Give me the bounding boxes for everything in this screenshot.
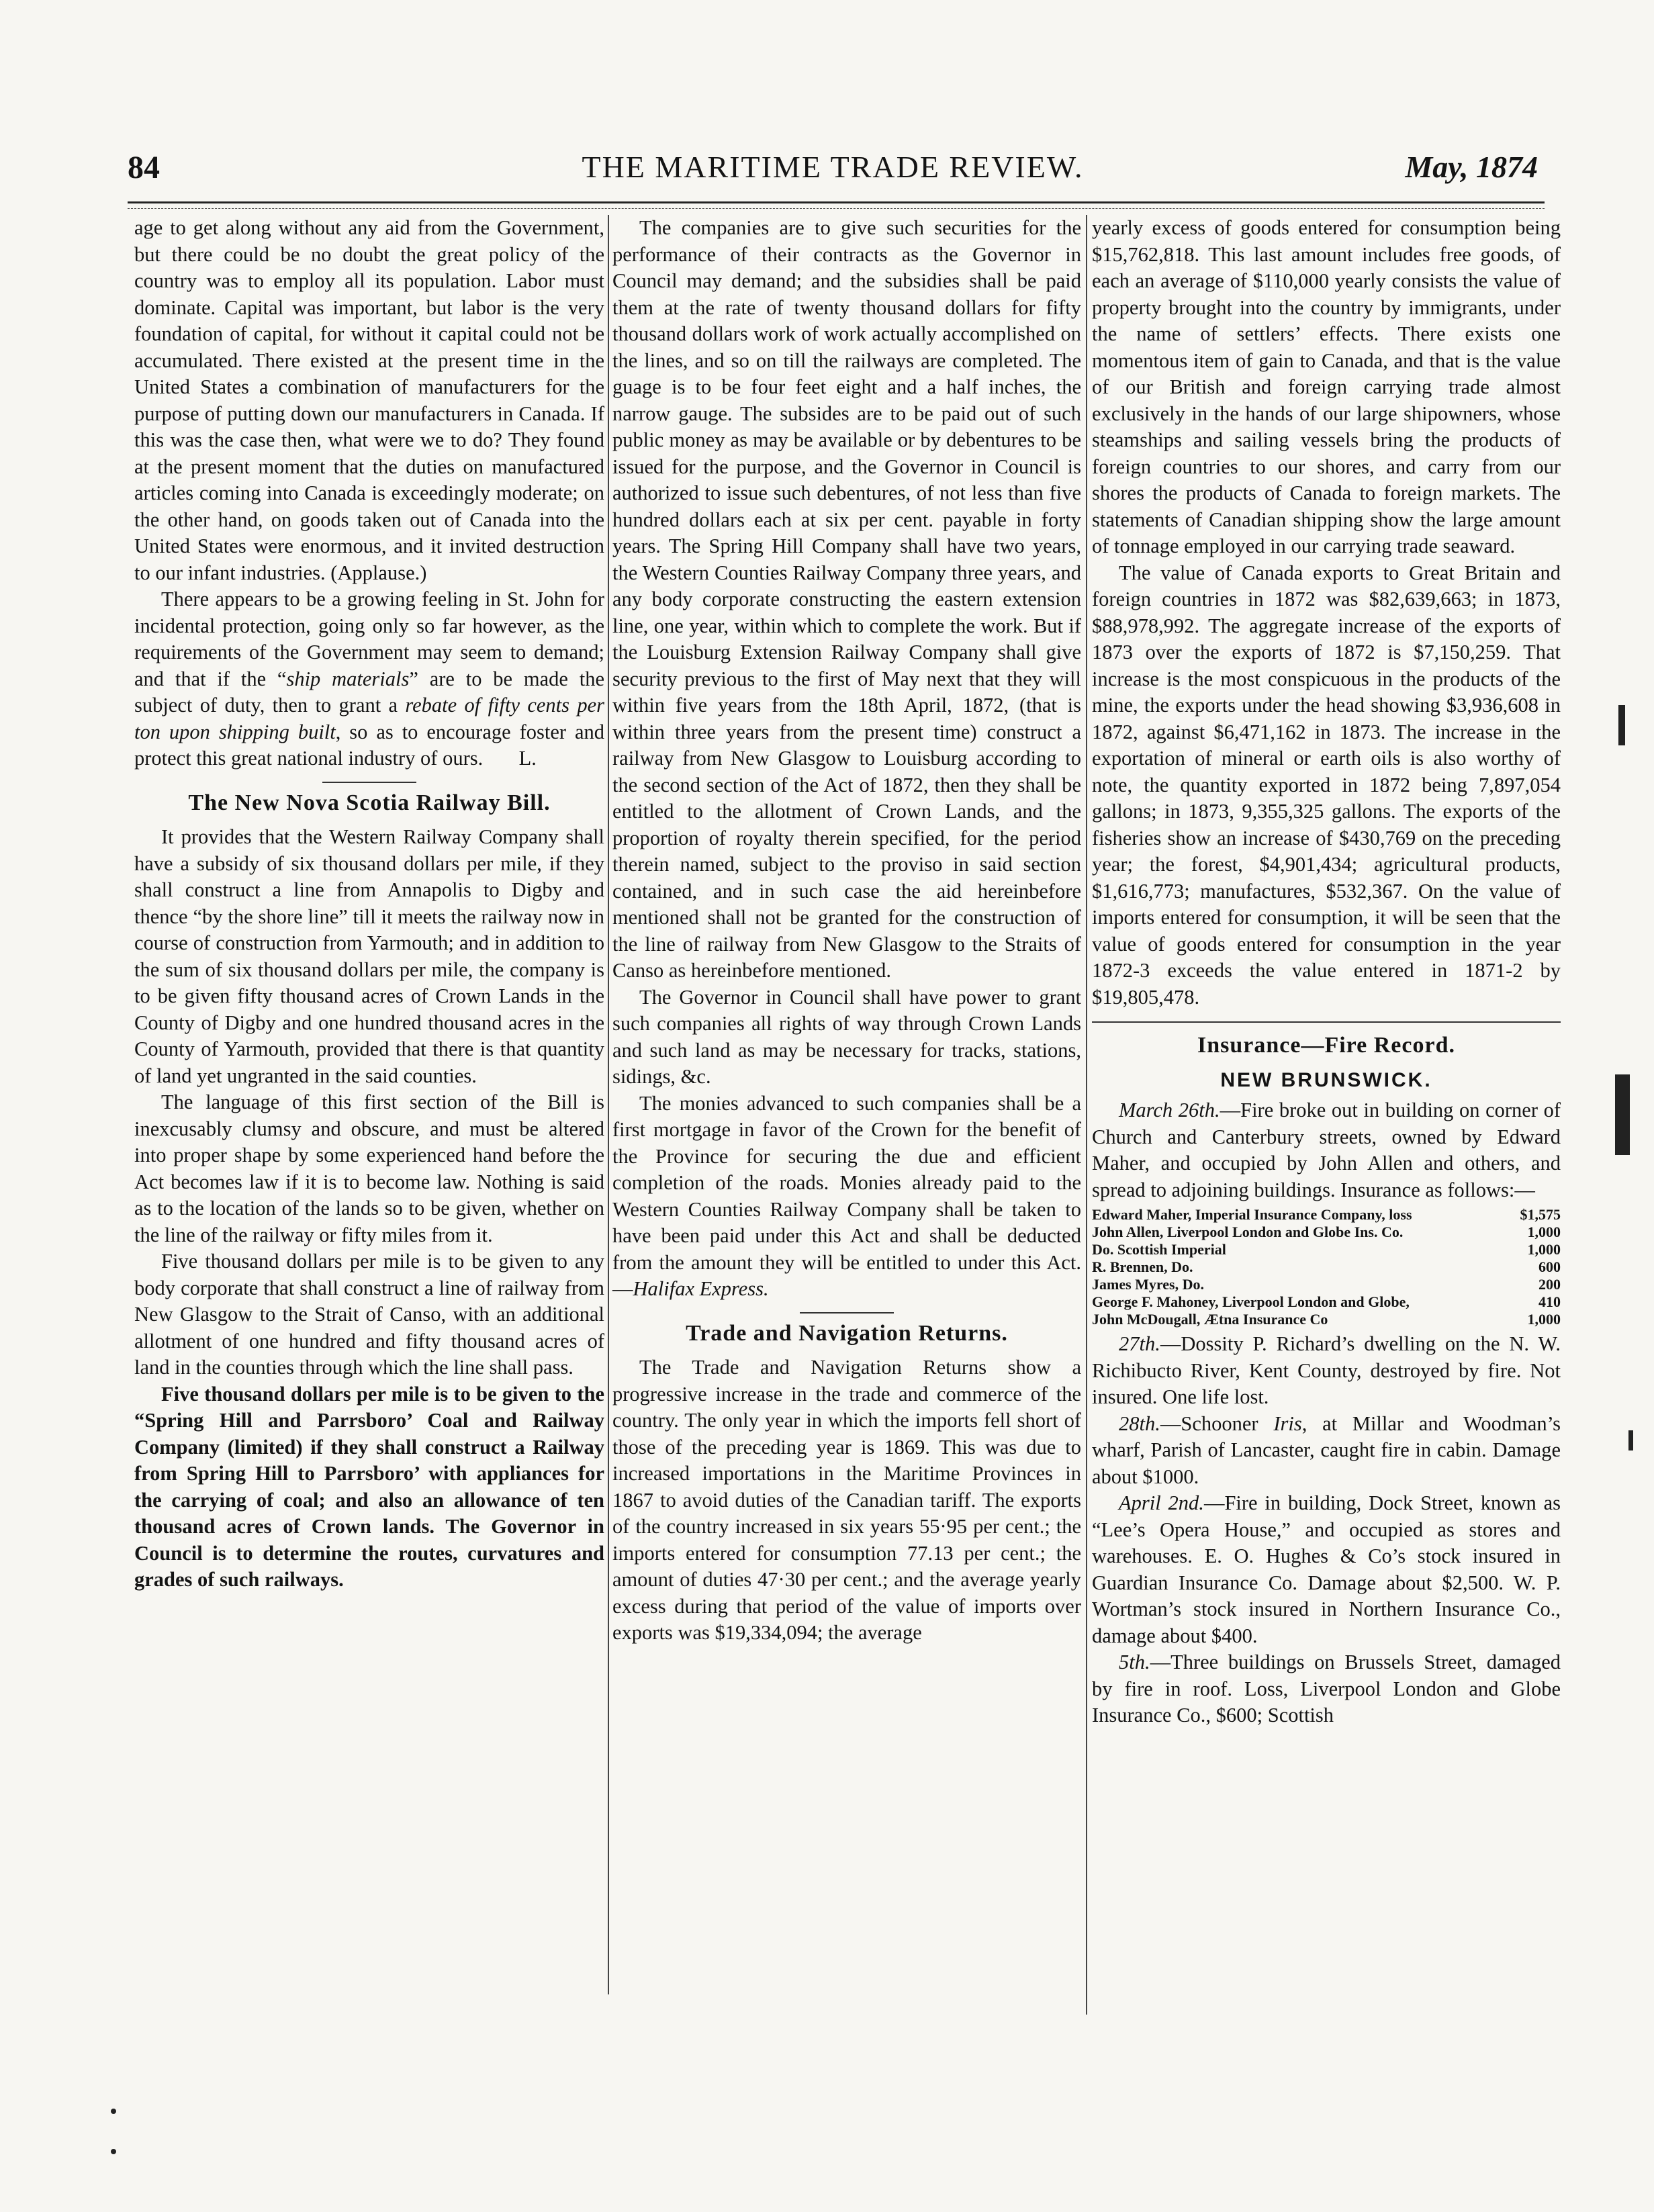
column-2 [612, 215, 1081, 1647]
article-heading: The New Nova Scotia Railway Bill. [188, 790, 551, 815]
entry-date: April 2nd. [1119, 1491, 1204, 1514]
paragraph [612, 1091, 1081, 1303]
publication-title: THE MARITIME TRADE REVIEW. [582, 150, 1084, 184]
insurance-amount: 1,000 [1527, 1311, 1561, 1328]
entry-text: —Three buildings on Brussels Street, damaged by fire in roof. Loss, Liverpool London and Globe Insurance Co., $600; Scottish [1092, 1651, 1561, 1726]
insurance-amount: 200 [1538, 1276, 1561, 1293]
insurance-amount: 1,000 [1527, 1224, 1561, 1240]
article-continuation: yearly excess of goods entered for consumption being $15,762,818. This last amount includes free goods, of each an average of $110,000 yearly consists the value of property brought into the country by immigrants, under the name of settlers’ effects. There exists one momentous item of gain to Canada, and that is the value of our British and foreign carrying trade almost exclusively in the hands of our large shipowners, whose steamships and sailing vessels bring the products of foreign countries to our shores, and carry from our shores the products of Canada to foreign markets. The statements of Canadian shipping show the large amount of tonnage employed in our carrying trade seaward. [1092, 216, 1561, 557]
insurance-amount: 410 [1538, 1293, 1561, 1310]
insurance-amount: 1,000 [1527, 1241, 1561, 1258]
scan-mark [111, 2109, 116, 2114]
entry-date: 27th. [1119, 1332, 1160, 1355]
insurance-row [1092, 1206, 1561, 1224]
entry-date: 5th. [1119, 1651, 1150, 1673]
insurance-row [1092, 1311, 1561, 1328]
italic-span: ship materials [286, 667, 410, 690]
scan-mark [1628, 1430, 1633, 1450]
insurance-row [1092, 1258, 1561, 1276]
paragraph: The companies are to give such securities for the performance of their contracts as the Governor in Council may demand; and the subsidies shall be paid them at the rate of twenty thousand dollars for fifty thousand dollars work of work actually accomplished on the lines, and so on till the railways are completed. The guage is to be four feet eight and a half inches, the narrow gauge. The subsides are to be paid out of such public money as may be available or by debentures to be issued for the purpose, and the Governor in Council is authorized to issue such debentures, of not less than five hundred dollars each at six per cent. payable in forty years. The Spring Hill Company shall have two years, the Western Counties Railway Company three years, and any body corporate constructing the eastern extension line, one year, within which to complete the work. But if the Louisburg Extension Railway Company shall give security previous to the first of May next that they will within five years from the 18th April, 1872, (that is within three years from the present time) construct a railway from New Glasgow to Louisburg according to the second section of the Act of 1872, then they shall be entitled to the allotment of Crown Lands, and the proportion of royalty therein specified, for the period therein named, subject to the proviso in said section contained, and in such case the aid hereinbefore mentioned shall not be granted for the construction of the line of railway from New Glasgow to the Straits of Canso as hereinbefore mentioned. [612, 216, 1081, 982]
entry-text: —Fire broke out in building on corner of Church and Canterbury streets, owned by Edward Maher, and occupied by John Allen and others, and spread to adjoining buildings. Insurance as follows:— [1092, 1099, 1561, 1201]
insurance-row [1092, 1241, 1561, 1258]
fire-record-entry [1092, 1490, 1561, 1649]
fire-record-entry [1092, 1331, 1561, 1411]
scan-mark [111, 2149, 116, 2154]
entry-date: March 26th. [1119, 1099, 1220, 1121]
paragraph: It provides that the Western Railway Company shall have a subsidy of six thousand dollars per mile, if they shall construct a line from Annapolis to Digby and thence “by the shore line” till it meets the railway now in course of construction from Yarmouth; and in addition to the sum of six thousand dollars per mile, the company is to be given fifty thousand acres of Crown Lands in the County of Digby and one hundred thousand acres in the County of Yarmouth, provided that there is that quantity of land yet ungranted in the said counties. [134, 825, 604, 1087]
text-span: , so as to encourage foster and protect this great national industry of ours. [134, 720, 604, 770]
scan-mark [1615, 1074, 1630, 1155]
article-continuation: age to get along without any aid from the Government, but there could be no doubt the great policy of the country was to employ all its population. Labor must dominate. Capital was important, but labor is the very foundation of capital, for without it capital could not be accumulated. There existed at the present time in the United States a combination of manufacturers for the purpose of putting down our manufacturers in Canada. If this was the case then, what were we to do? They found at the present moment that the duties on manufactured articles coming into Canada is exceedingly moderate; on the other hand, on goods taken out of Canada into the United States were enormous, and it invited destruction to our infant industries. (Applause.) [134, 216, 604, 584]
section-rule [322, 782, 416, 783]
italic-span: rebate of fifty cents per ton upon shipping built [134, 694, 604, 743]
entry-date: 28th. [1119, 1412, 1160, 1435]
paragraph-protection [134, 586, 604, 772]
paragraph: The value of Canada exports to Great Britain and foreign countries in 1872 was $82,639,663; in 1873, $88,978,992. The aggregate increase of the exports of 1873 over the exports of 1872 is $7,150,259. That increase is the most conspicuous in the products of the mine, the exports under the head showing $3,936,608 in 1872, against $6,471,162 in 1873. The increase in the exportation of mineral or earth oils is also worthy of note, the quantity exported in 1872 being 7,897,054 gallons; in 1873, 9,355,325 gallons. The exports of the fisheries show an increase of $430,769 on the preceding year; the forest, $4,901,434; agricultural products, $1,616,773; manufactures, $532,367. On the value of imports entered for consumption, it will be seen that the value of goods entered for consumption in the year 1872-3 exceeds the value entered in 1871-2 by $19,805,478. [1092, 561, 1561, 1009]
column-divider-1 [608, 215, 609, 1994]
fire-record-entry [1092, 1097, 1561, 1203]
text-span: ” are to be made the subject of duty, then to grant a [134, 667, 604, 717]
ship-name: Iris [1273, 1412, 1302, 1435]
paragraph: The language of this first section of the Bill is inexcusably clumsy and obscure, and must be altered into proper shape by some experienced hand before the Act becomes law if it is to become law. Nothing is said as to the location of the lands so to be given, whether on the line of the railway or fifty miles from it. [134, 1091, 604, 1246]
insurance-row [1092, 1224, 1561, 1241]
insurance-table [1092, 1206, 1561, 1328]
column-1 [134, 215, 604, 1594]
article-heading: Insurance—Fire Record. [1197, 1033, 1455, 1058]
insurance-party: R. Brennen, Do. [1092, 1258, 1193, 1275]
entry-text: —Fire in building, Dock Street, known as “Lee’s Opera House,” and occupied as stores and warehouses. E. O. Hughes & Co’s stock insured in Guardian Insurance Co. Damage about $2,500. W. P. Wortman’s stock insured in Northern Insurance Co., damage about $400. [1092, 1491, 1561, 1647]
insurance-party: Do. Scottish Imperial [1092, 1241, 1226, 1258]
paragraph-bold: Five thousand dollars per mile is to be given to the “Spring Hill and Parrsboro’ Coal and Railway Company (limited) if they shall construct a Railway from Spring Hill to Parrsboro’ with appliances for the carrying of coal; and also an allowance of ten thousand acres of Crown lands. The Governor in Council is to determine the routes, curvatures and grades of such railways. [134, 1382, 604, 1591]
section-subheading: NEW BRUNSWICK. [1220, 1068, 1432, 1091]
author-initial: L. [518, 747, 537, 770]
fire-record-entry [1092, 1411, 1561, 1491]
article-heading: Trade and Navigation Returns. [686, 1320, 1008, 1346]
paragraph: Five thousand dollars per mile is to be given to any body corporate that shall construct a line of railway from New Glasgow to the Strait of Canso, with an additional allotment of one hundred and fifty thousand acres of land in the counties through which the line shall pass. [134, 1250, 604, 1379]
paragraph: The Governor in Council shall have power to grant such companies all rights of way through Crown Lands and such land as may be necessary for tracks, stations, sidings, &c. [612, 985, 1081, 1088]
text-span: There appears to be a growing feeling in St. John for incidental protection, going only so far however, as the requirements of the Government may seem to demand; and that if the “ [134, 588, 604, 690]
insurance-party: John McDougall, Ætna Insurance Co [1092, 1311, 1328, 1328]
insurance-row [1092, 1276, 1561, 1293]
page-header [128, 149, 1538, 196]
section-rule [800, 1312, 894, 1314]
insurance-party: John Allen, Liverpool London and Globe Ins. Co. [1092, 1224, 1404, 1240]
insurance-row [1092, 1293, 1561, 1311]
insurance-amount: 600 [1538, 1258, 1561, 1275]
header-rule [128, 201, 1545, 203]
entry-text: , at Millar and Woodman’s wharf, Parish of Lancaster, caught fire in cabin. Damage about $1000. [1092, 1412, 1561, 1488]
header-rule-dashed [128, 208, 1545, 209]
insurance-party: George F. Mahoney, Liverpool London and Globe, [1092, 1293, 1410, 1310]
paragraph: The Trade and Navigation Returns show a progressive increase in the trade and commerce of the country. The only year in which the imports fell short of those of the preceding year is 1869. This was due to increased importations in the Maritime Provinces in 1867 to avoid duties of the Canadian tariff. The exports of the country increased in six years 55·95 per cent.; the imports entered for consumption 77.13 per cent.; the amount of duties 47·30 per cent.; and the average yearly excess during that period of the value of imports over exports was $19,334,094; the average [612, 1356, 1081, 1644]
entry-text: —Schooner [1160, 1412, 1274, 1435]
issue-date: May, 1874 [1405, 150, 1538, 184]
column-3 [1092, 215, 1561, 1729]
column-divider-2 [1086, 215, 1087, 2015]
scan-mark [1618, 705, 1625, 745]
entry-text: —Dossity P. Richard’s dwelling on the N. W. Richibucto River, Kent County, destroyed by fire. Not insured. One life lost. [1092, 1332, 1561, 1408]
section-rule [1092, 1021, 1561, 1023]
page-number: 84 [128, 150, 160, 185]
text-span: The monies advanced to such companies shall be a first mortgage in favor of the Crown for the benefit of the Province for securing the due and efficient completion of the roads. Monies already paid to the Western Counties Railway Company shall be taken to have been paid under this Act and shall be deducted from the amount they will be entitled to under this Act.— [612, 1091, 1081, 1300]
fire-record-entry [1092, 1649, 1561, 1729]
source-credit: Halifax Express. [633, 1277, 769, 1300]
insurance-party: James Myres, Do. [1092, 1276, 1204, 1293]
insurance-party: Edward Maher, Imperial Insurance Company, loss [1092, 1206, 1412, 1223]
insurance-amount: $1,575 [1520, 1206, 1561, 1223]
